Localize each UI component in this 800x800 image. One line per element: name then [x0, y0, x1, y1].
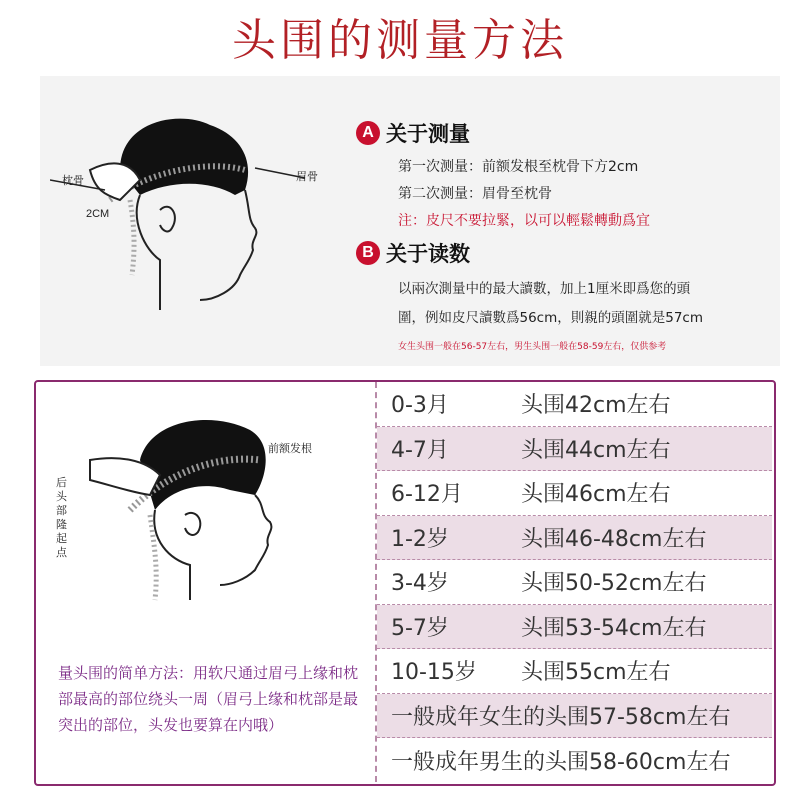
size-cell: 头围44cm左右: [521, 437, 671, 463]
head-measure-diagram-bottom: [60, 400, 360, 640]
table-row: [377, 471, 772, 516]
label-occipital-protrusion: 后头部隆起点: [56, 476, 67, 559]
size-cell: 头围42cm左右: [521, 393, 671, 419]
age-cell: 1-2岁: [391, 526, 449, 552]
section-b-line1: 以兩次測量中的最大讀數，加上1厘米即爲您的頭: [398, 281, 691, 297]
method-text: 量头围的简单方法：用软尺通过眉弓上缘和枕部最高的部位绕头一周（眉弓上缘和枕部是最突出的部位，头发也要算在内哦）: [58, 664, 359, 734]
section-b-footnote: 女生头围一般在56-57左右，男生头围一般在58-59左右，仅供参考: [398, 342, 667, 352]
age-cell: 4-7月: [391, 437, 449, 463]
section-a-note: 注：皮尺不要拉緊，以可以輕鬆轉動爲宜: [398, 213, 650, 229]
size-table: [377, 382, 772, 783]
section-a-line2: 第二次测量：眉骨至枕骨: [398, 186, 552, 202]
label-occipital: 枕骨: [62, 174, 84, 187]
size-cell: 头围46-48cm左右: [521, 526, 707, 552]
size-cell: 头围55cm左右: [521, 660, 671, 686]
section-a-header: [356, 118, 470, 148]
age-cell: 6-12月: [391, 482, 463, 508]
age-cell: 5-7岁: [391, 615, 449, 641]
table-row: [377, 516, 772, 561]
table-row: [377, 560, 772, 605]
table-row: [377, 427, 772, 472]
badge-b: B: [356, 241, 380, 265]
table-row: [377, 694, 772, 739]
table-row: [377, 605, 772, 650]
size-cell: 头围46cm左右: [521, 482, 671, 508]
table-row: [377, 382, 772, 427]
label-brow: 眉骨: [296, 170, 318, 183]
size-cell: 头围53-54cm左右: [521, 615, 707, 641]
section-a-title: 关于测量: [386, 121, 470, 146]
section-a-line1: 第一次测量：前额发根至枕骨下方2cm: [398, 159, 639, 175]
section-b-title: 关于读数: [386, 241, 470, 266]
page-title: 头围的测量方法: [232, 15, 568, 66]
table-row: [377, 649, 772, 694]
age-cell: 10-15岁: [391, 660, 477, 686]
size-cell: 一般成年男生的头围58-60cm左右: [391, 749, 731, 775]
size-cell: 头围50-52cm左右: [521, 571, 707, 597]
section-b-header: [356, 238, 470, 268]
label-front-hairline: 前额发根: [268, 442, 312, 455]
badge-a: A: [356, 121, 380, 145]
label-2cm: 2CM: [86, 208, 110, 220]
size-cell: 一般成年女生的头围57-58cm左右: [391, 704, 731, 730]
age-cell: 0-3月: [391, 393, 449, 419]
table-row: [377, 738, 772, 783]
age-cell: 3-4岁: [391, 571, 449, 597]
section-b-line2: 圍，例如皮尺讀數爲56cm，則親的頭圍就是57cm: [398, 310, 704, 326]
